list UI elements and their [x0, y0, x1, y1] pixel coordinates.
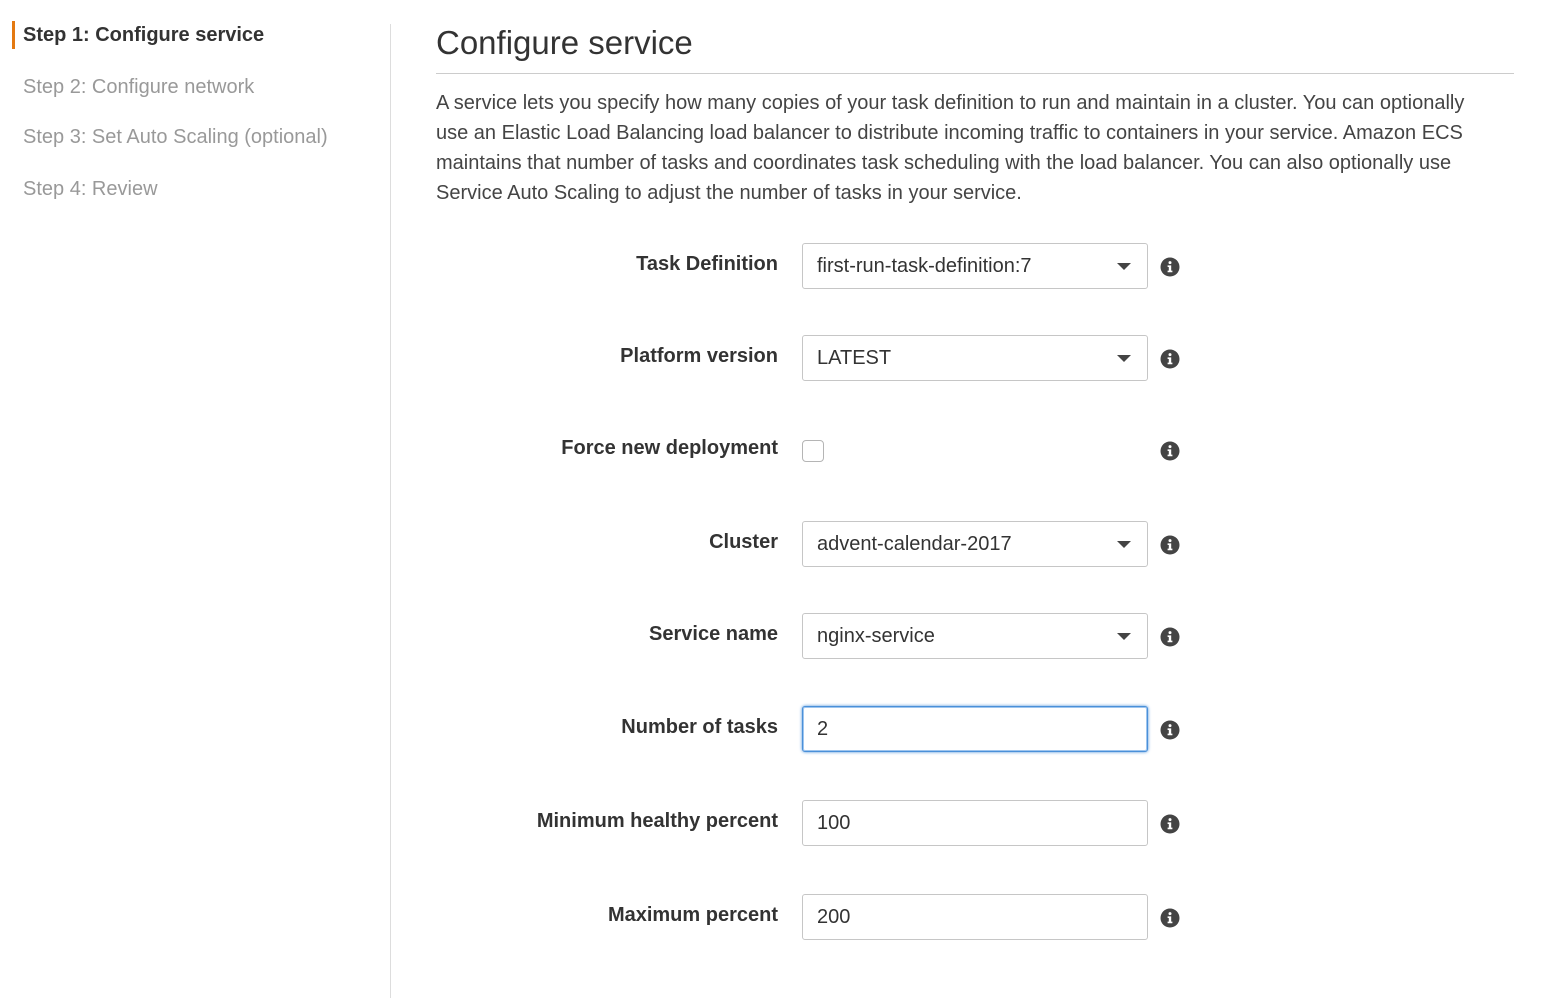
info-icon[interactable] — [1160, 257, 1180, 277]
force-new-deployment-checkbox[interactable] — [802, 440, 824, 462]
task-definition-label: Task Definition — [636, 253, 778, 275]
caret-down-icon — [1117, 355, 1131, 362]
platform-version-select[interactable] — [802, 335, 1148, 381]
service-name-label: Service name — [649, 623, 778, 645]
step-set-auto-scaling[interactable]: Step 3: Set Auto Scaling (optional) — [23, 126, 328, 148]
force-new-deployment-label: Force new deployment — [561, 437, 778, 459]
force-new-deployment-row — [436, 427, 1514, 475]
task-definition-row — [436, 243, 1514, 291]
info-icon[interactable] — [1160, 535, 1180, 555]
task-definition-value: first-run-task-definition:7 — [817, 255, 1032, 277]
maximum-percent-row — [436, 894, 1514, 942]
info-icon[interactable] — [1160, 908, 1180, 928]
platform-version-row — [436, 335, 1514, 383]
minimum-healthy-percent-row — [436, 800, 1514, 848]
service-name-row — [436, 613, 1514, 661]
info-icon[interactable] — [1160, 720, 1180, 740]
platform-version-value: LATEST — [817, 347, 892, 369]
info-icon[interactable] — [1160, 627, 1180, 647]
platform-version-label: Platform version — [620, 345, 778, 367]
minimum-healthy-percent-input[interactable] — [802, 800, 1148, 846]
number-of-tasks-row — [436, 706, 1514, 754]
cluster-label: Cluster — [709, 531, 778, 553]
page-title: Configure service — [436, 24, 693, 61]
maximum-percent-input[interactable] — [802, 894, 1148, 940]
title-divider — [436, 73, 1514, 74]
cluster-value: advent-calendar-2017 — [817, 533, 1012, 555]
sidebar-divider — [390, 24, 391, 998]
info-icon[interactable] — [1160, 814, 1180, 834]
step-configure-network[interactable]: Step 2: Configure network — [23, 76, 255, 98]
page-description: A service lets you specify how many copies of your task definition to run and maintain in a cluster. You can optionally use an Elastic Load Balancing load balancer to distribute incoming traffic to containers in your service. Amazon ECS maintains that number of tasks and coordinates task scheduling with the load balancer. You can also optionally use Service Auto Scaling to adjust the number of tasks in your service. — [436, 92, 1465, 204]
task-definition-select[interactable] — [802, 243, 1148, 289]
step-review[interactable]: Step 4: Review — [23, 178, 158, 200]
step-configure-service[interactable]: Step 1: Configure service — [12, 21, 264, 49]
service-name-select[interactable] — [802, 613, 1148, 659]
caret-down-icon — [1117, 633, 1131, 640]
info-icon[interactable] — [1160, 441, 1180, 461]
maximum-percent-label: Maximum percent — [607, 904, 778, 926]
number-of-tasks-input[interactable] — [802, 706, 1148, 752]
wizard-steps-sidebar — [0, 0, 392, 998]
cluster-select[interactable] — [802, 521, 1148, 567]
service-name-value: nginx-service — [817, 625, 935, 647]
info-icon[interactable] — [1160, 349, 1180, 369]
minimum-healthy-percent-label: Minimum healthy percent — [536, 810, 778, 832]
number-of-tasks-label: Number of tasks — [621, 716, 778, 738]
caret-down-icon — [1117, 263, 1131, 270]
cluster-row — [436, 521, 1514, 569]
caret-down-icon — [1117, 541, 1131, 548]
